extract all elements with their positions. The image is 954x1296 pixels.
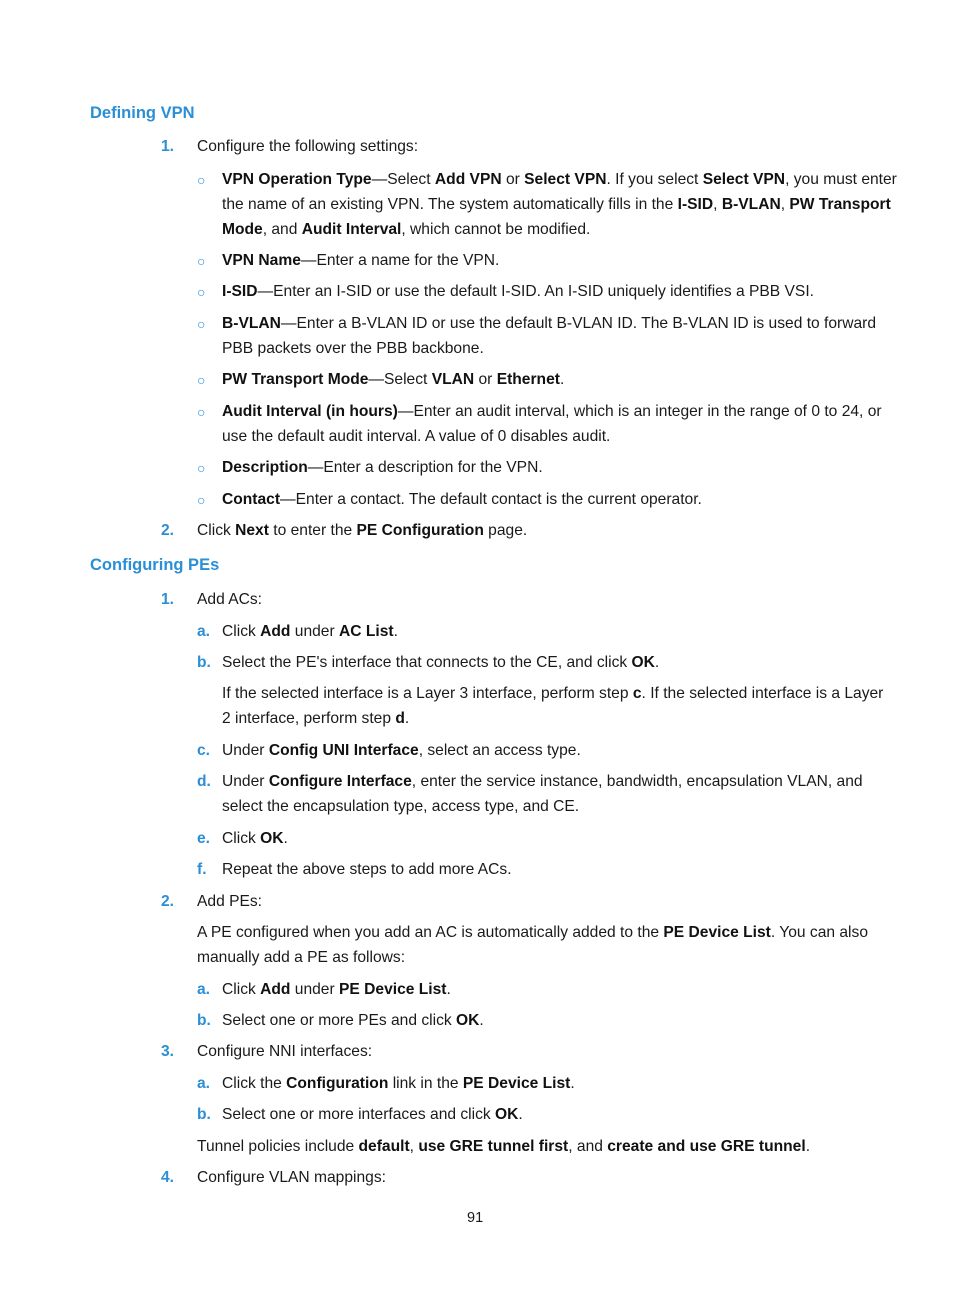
- substep-letter: a.: [197, 981, 211, 998]
- substep-text: Click OK.: [222, 830, 288, 847]
- note-text-line: manually add a PE as follows:: [197, 949, 406, 966]
- substep-text: Select the PE's interface that connects to the CE, and click OK.: [222, 654, 660, 671]
- bullet-text-line: PBB packets over the PBB backbone.: [222, 340, 484, 357]
- bullet-text: PW Transport Mode—Select VLAN or Ethernet.: [222, 371, 565, 388]
- substep-letter: f.: [197, 861, 207, 878]
- bullet-circle-icon: ○: [197, 460, 206, 476]
- substep-text: Select one or more PEs and click OK.: [222, 1012, 484, 1029]
- substep-text: Click Add under AC List.: [222, 623, 398, 640]
- substep-text-line: select the encapsulation type, access type, and CE.: [222, 798, 580, 815]
- substep-text: Select one or more interfaces and click OK.: [222, 1106, 523, 1123]
- step-text: Add PEs:: [197, 893, 263, 910]
- substep-text: Under Configure Interface, enter the service instance, bandwidth, encapsulation VLAN, and: [222, 773, 863, 790]
- step-text: Click Next to enter the PE Configuration page.: [197, 522, 528, 539]
- substep-letter: b.: [197, 1106, 211, 1123]
- bullet-text-line: use the default audit interval. A value of 0 disables audit.: [222, 428, 611, 445]
- substep-letter: b.: [197, 1012, 211, 1029]
- substep-letter: e.: [197, 830, 211, 847]
- step-text: Configure the following settings:: [197, 138, 419, 155]
- bullet-text: Audit Interval (in hours)—Enter an audit interval, which is an integer in the range of 0 to 24, or: [222, 403, 882, 420]
- bullet-circle-icon: ○: [197, 404, 206, 420]
- step-text: Configure NNI interfaces:: [197, 1043, 373, 1060]
- substep-text: Repeat the above steps to add more ACs.: [222, 861, 512, 878]
- step-number: 1.: [161, 138, 175, 155]
- step-number: 4.: [161, 1169, 175, 1186]
- bullet-circle-icon: ○: [197, 372, 206, 388]
- bullet-text: Contact—Enter a contact. The default contact is the current operator.: [222, 491, 702, 508]
- bullet-circle-icon: ○: [197, 284, 206, 300]
- step-number: 2.: [161, 522, 175, 539]
- bullet-text: I-SID—Enter an I-SID or use the default I-SID. An I-SID uniquely identifies a PBB VSI.: [222, 283, 814, 300]
- step-text: Add ACs:: [197, 591, 263, 608]
- substep-text: Under Config UNI Interface, select an access type.: [222, 742, 581, 759]
- step-text: Configure VLAN mappings:: [197, 1169, 386, 1186]
- note-text: A PE configured when you add an AC is automatically added to the PE Device List. You can also: [197, 924, 868, 941]
- substep-letter: c.: [197, 742, 211, 759]
- bullet-circle-icon: ○: [197, 316, 206, 332]
- substep-text: Click Add under PE Device List.: [222, 981, 451, 998]
- substep-letter: a.: [197, 623, 211, 640]
- page-number: 91: [467, 1210, 484, 1226]
- bullet-text-line: the name of an existing VPN. The system automatically fills in the I-SID, B-VLAN, PW Transport: [222, 196, 891, 213]
- substep-letter: b.: [197, 654, 211, 671]
- bullet-circle-icon: ○: [197, 492, 206, 508]
- note-text-line: 2 interface, perform step d.: [222, 710, 410, 727]
- section-title-defining-vpn: Defining VPN: [90, 104, 195, 122]
- step-number: 1.: [161, 591, 175, 608]
- step-number: 2.: [161, 893, 175, 910]
- note-text: Tunnel policies include default, use GRE tunnel first, and create and use GRE tunnel.: [197, 1138, 811, 1155]
- bullet-text: VPN Name—Enter a name for the VPN.: [222, 252, 500, 269]
- bullet-text: B-VLAN—Enter a B-VLAN ID or use the default B-VLAN ID. The B-VLAN ID is used to forward: [222, 315, 877, 332]
- bullet-circle-icon: ○: [197, 253, 206, 269]
- step-number: 3.: [161, 1043, 175, 1060]
- bullet-text: Description—Enter a description for the VPN.: [222, 459, 543, 476]
- substep-letter: d.: [197, 773, 211, 790]
- substep-text: Click the Configuration link in the PE Device List.: [222, 1075, 575, 1092]
- section-title-configuring-pes: Configuring PEs: [90, 556, 220, 574]
- note-text: If the selected interface is a Layer 3 interface, perform step c. If the selected interface is a Layer: [222, 685, 884, 702]
- bullet-text: VPN Operation Type—Select Add VPN or Select VPN. If you select Select VPN, you must enter: [222, 171, 897, 188]
- bullet-text-line: Mode, and Audit Interval, which cannot be modified.: [222, 221, 591, 238]
- bullet-circle-icon: ○: [197, 172, 206, 188]
- substep-letter: a.: [197, 1075, 211, 1092]
